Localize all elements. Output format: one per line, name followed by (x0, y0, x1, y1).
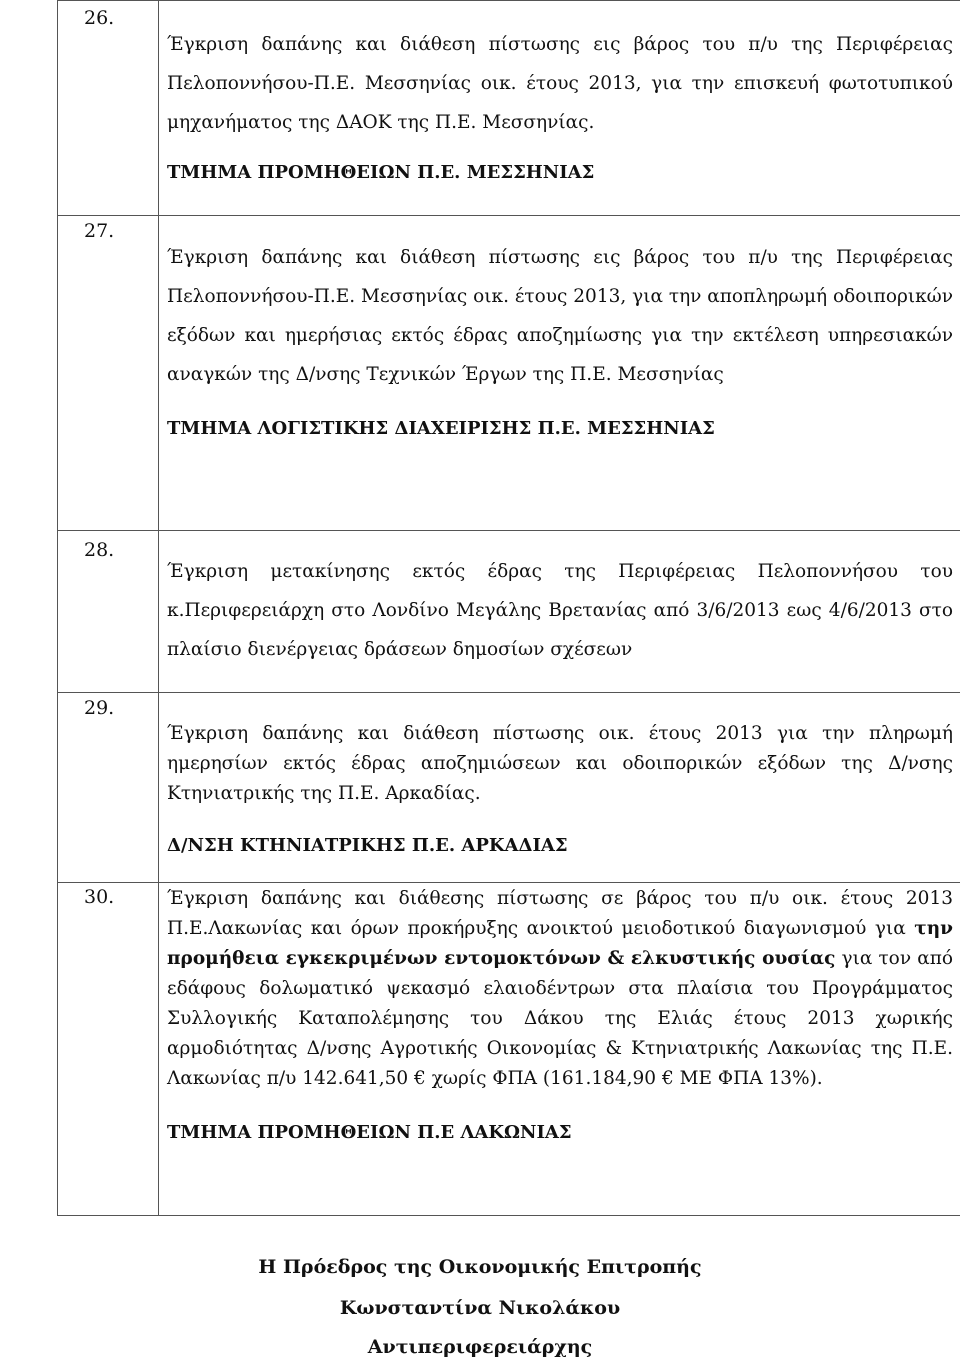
item-number-cell (58, 693, 159, 883)
department-heading: ΤΜΗΜΑ ΠΡΟΜΗΘΕΙΩΝ Π.Ε ΛΑΚΩΝΙΑΣ (167, 1122, 572, 1143)
item-body-cell (159, 693, 960, 883)
item-text-end: για τον από εδάφους δολωματικό ψεκασμό ελαιοδέντρων στα πλαίσια του Προγράμματος Συλλογικής Καταπολέμησης του Δάκου της Ελιάς έτους 2013 χωρικής αρμοδιότητας Δ/νσης Αγροτικής Οικονομίας & Κτηνιατρικής Λακωνίας της Π.Ε. Λακωνίας π/υ 142.641,50 € χωρίς ΦΠΑ (161.184,90 € ΜΕ ΦΠΑ 13%). (167, 948, 953, 1089)
agenda-row (58, 216, 960, 531)
item-text: Έγκριση δαπάνης και διάθεση πίστωσης οικ. έτους 2013 για την πληρωμή ημερησίων εκτός έδρας αποζημιώσεων και οδοιπορικών εξόδων της Δ/νσης Κτηνιατρικής της Π.Ε. Αρκαδίας. (167, 723, 953, 804)
item-number: 29. (84, 697, 115, 719)
item-text: Έγκριση δαπάνης και διάθεση πίστωσης εις βάρος του π/υ της Περιφέρειας Πελοποννήσου-Π.Ε. Μεσσηνίας οικ. έτους 2013, για την επισκευή φωτοτυπικού μηχανήματος της ΔΑΟΚ της Π.Ε. Μεσσηνίας. (167, 34, 953, 133)
department-heading: Δ/ΝΣΗ ΚΤΗΝΙΑΤΡΙΚΗΣ Π.Ε. ΑΡΚΑΔΙΑΣ (167, 835, 568, 856)
signature-role: Αντιπεριφερειάρχης (367, 1336, 593, 1358)
item-number-cell (58, 531, 159, 693)
agenda-row (58, 883, 960, 1216)
department-heading: ΤΜΗΜΑ ΠΡΟΜΗΘΕΙΩΝ Π.Ε. ΜΕΣΣΗΝΙΑΣ (167, 162, 595, 183)
signature-title: Η Πρόεδρος της Οικονομικής Επιτροπής (258, 1256, 702, 1278)
item-body-cell (159, 1, 960, 216)
item-text-start: Έγκριση δαπάνης και διάθεσης πίστωσης σε βάρος του π/υ οικ. έτους 2013 Π.Ε.Λακωνίας και όρων προκήρυξης ανοικτού μειοδοτικού διαγωνισμού για (167, 888, 953, 939)
signature-name: Κωνσταντίνα Νικολάκου (339, 1297, 621, 1319)
item-body-cell (159, 531, 960, 693)
item-number-cell (58, 216, 159, 531)
item-number: 26. (84, 7, 115, 29)
agenda-row (58, 693, 960, 883)
agenda-row (58, 1, 960, 216)
item-text: Έγκριση μετακίνησης εκτός έδρας της Περιφέρειας Πελοποννήσου του κ.Περιφερειάρχη στο Λονδίνο Μεγάλης Βρετανίας από 3/6/2013 εως 4/6/2013 στο πλαίσιο διενέργειας δράσεων δημοσίων σχέσεων (167, 561, 953, 660)
department-heading: ΤΜΗΜΑ ΛΟΓΙΣΤΙΚΗΣ ΔΙΑΧΕΙΡΙΣΗΣ Π.Ε. ΜΕΣΣΗΝΙΑΣ (167, 418, 715, 439)
item-number-cell (58, 883, 159, 1216)
item-body-cell (159, 883, 960, 1216)
agenda-row (58, 531, 960, 693)
item-number: 30. (84, 886, 115, 908)
item-text-bold: την προμήθεια εγκεκριμένων εντομοκτόνων & ελκυστικής ουσίας (167, 918, 953, 969)
item-number-cell (58, 1, 159, 216)
item-number: 28. (84, 539, 115, 561)
item-body-cell (159, 216, 960, 531)
item-text: Έγκριση δαπάνης και διάθεση πίστωσης εις βάρος του π/υ της Περιφέρειας Πελοποννήσου-Π.Ε. Μεσσηνίας οικ. έτους 2013, για την αποπληρωμή οδοιπορικών εξόδων και ημερήσιας εκτός έδρας αποζημίωσης για την εκτέλεση υπηρεσιακών αναγκών της Δ/νσης Τεχνικών Έργων της Π.Ε. Μεσσηνίας (167, 247, 953, 385)
item-text (159, 883, 960, 1094)
agenda-table (57, 0, 960, 1216)
item-number: 27. (84, 220, 115, 242)
